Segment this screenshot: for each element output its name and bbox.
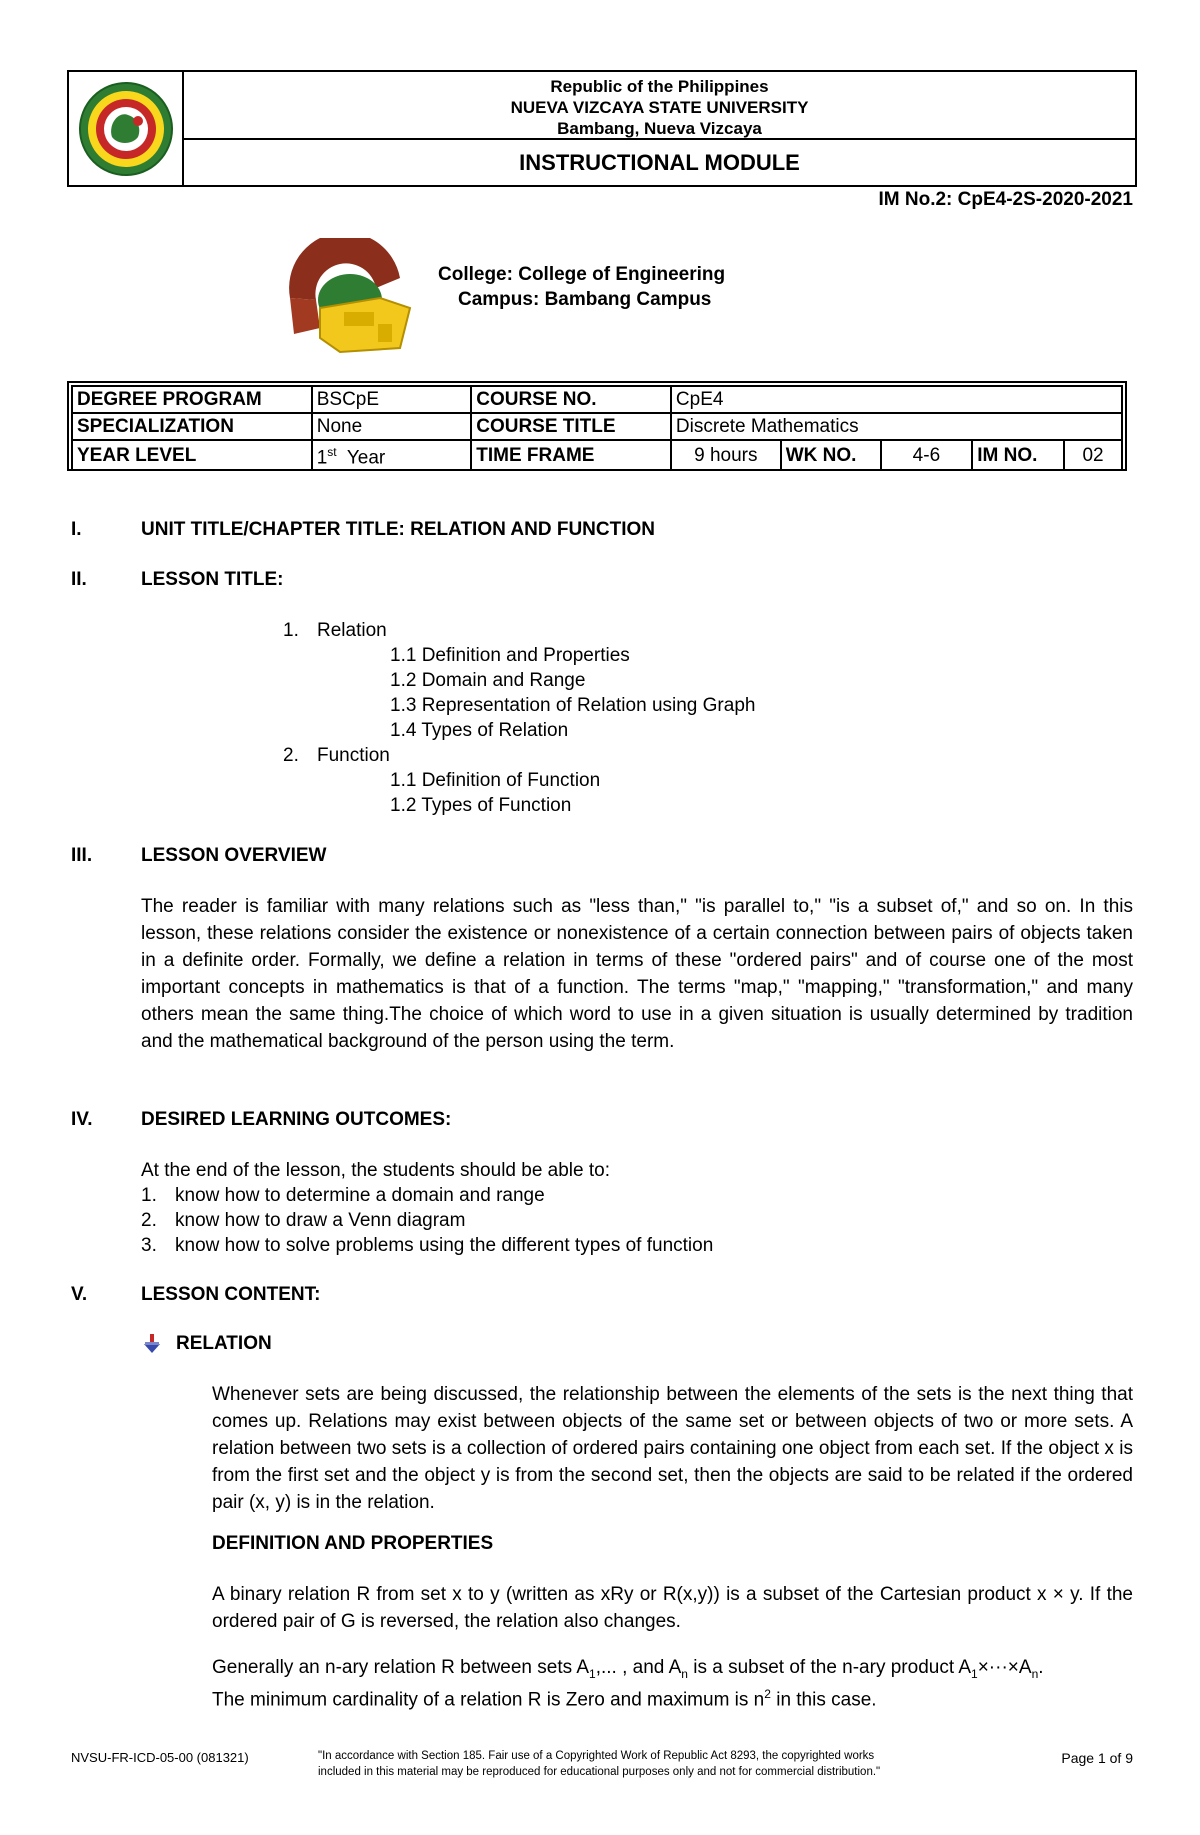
notice-line-1: "In accordance with Section 185. Fair use of a Copyrighted Work of Republic Act 8293, the copyrighted works [318,1750,875,1762]
course-title-value: Discrete Mathematics [671,413,1122,440]
document-header [67,70,1137,187]
lesson-subitem: 1.3 Representation of Relation using Graph [390,695,756,716]
lesson-item [283,745,390,767]
outcome-text: know how to draw a Venn diagram [175,1210,466,1231]
course-info-table [71,385,1123,471]
course-no-label: COURSE NO. [471,386,671,413]
nary-sub-n: n [681,1666,688,1681]
relation-heading: RELATION [176,1333,272,1354]
lesson-item [283,620,387,642]
degree-value: BSCpE [312,386,472,413]
definition-heading: DEFINITION AND PROPERTIES [212,1533,494,1554]
lesson-subitem: 1.2 Domain and Range [390,670,586,691]
course-no-value: CpE4 [671,386,1122,413]
course-title-label: COURSE TITLE [471,413,671,440]
section-4-title: DESIRED LEARNING OUTCOMES: [141,1109,452,1130]
lesson-subitem: 1.2 Types of Function [390,795,572,816]
card-text-b: in this case. [770,1689,877,1711]
college-info [438,262,725,312]
year-sup: st [327,445,337,459]
university-seal [69,72,184,185]
pin-arrow-icon [141,1332,163,1354]
relation-paragraph: Whenever sets are being discussed, the relationship between the elements of the sets is the next thing that comes up. Relations may exist between objects of the same set or between objects of two or more sets. A relation between two sets is a collection of ordered pairs containing one object from each set. If the object x is from the first set and the object y is from the second set, then the objects are said to be related if the ordered pair (x, y) is in the relation. [212,1384,1133,1513]
campus-line: Campus: Bambang Campus [458,289,712,310]
time-frame-value: 9 hours [671,440,781,470]
nary-sub-1: 1 [589,1666,596,1681]
republic-line: Republic of the Philippines [550,77,769,96]
nary-sub-n2: n [1031,1666,1039,1681]
degree-label: DEGREE PROGRAM [72,386,312,413]
nary-sub-2: 1 [971,1666,978,1681]
outcomes-intro: At the end of the lesson, the students should be able to: [141,1160,610,1181]
table-row [72,413,1122,440]
outcome-item [141,1235,713,1257]
section-3-title: LESSON OVERVIEW [141,845,327,866]
cardinality-line [212,1681,1133,1713]
form-code: NVSU-FR-ICD-05-00 (081321) [71,1750,249,1765]
table-row [72,440,1122,470]
section-2-number: II. [71,569,87,590]
nary-text-d: ×···×A [977,1657,1032,1678]
relation-bullet [141,1332,163,1359]
card-sup: 2 [764,1687,771,1701]
nary-text-e: . [1038,1657,1044,1678]
section-5-number: V. [71,1284,88,1305]
outcome-text: know how to solve problems using the different types of function [175,1235,714,1256]
section-2-title: LESSON TITLE: [141,569,284,590]
im-no-value: 02 [1064,440,1122,470]
specialization-value: None [312,413,472,440]
lesson-subitem: 1.4 Types of Relation [390,720,569,741]
outcome-number: 2. [141,1210,157,1231]
lesson-item-number: 2. [283,745,299,766]
lesson-subitem: 1.1 Definition and Properties [390,645,630,666]
lesson-item-text: Function [317,745,390,766]
nary-text-b: ,... , and A [595,1657,682,1678]
outcome-number: 3. [141,1235,157,1256]
outcome-item [141,1185,545,1207]
im-number: IM No.2: CpE4-2S-2020-2021 [878,189,1133,210]
section-1-number: I. [71,519,82,540]
outcome-item [141,1210,465,1232]
im-no-label: IM NO. [972,440,1064,470]
binary-relation-paragraph: A binary relation R from set x to y (written as xRy or R(x,y)) is a subset of the Cartesian product x × y. If the ordered pair of G is reversed, the relation also changes. [212,1584,1133,1632]
page-number: Page 1 of 9 [1061,1750,1133,1766]
university-name: NUEVA VIZCAYA STATE UNIVERSITY [510,98,809,117]
lesson-item-text: Relation [317,620,387,641]
card-text-a: The minimum cardinality of a relation R is Zero and maximum is n [212,1689,765,1711]
college-logo-icon [280,238,420,358]
lesson-item-number: 1. [283,620,299,641]
lesson-subitem: 1.1 Definition of Function [390,770,601,791]
header-institution [184,72,1135,140]
section-4-number: IV. [71,1109,93,1130]
nary-text-a: Generally an n-ary relation R between sets A [212,1657,590,1678]
university-seal-icon [78,81,174,177]
wk-no-value: 4-6 [881,440,973,470]
specialization-label: SPECIALIZATION [72,413,312,440]
copyright-notice [318,1748,880,1780]
table-row [72,386,1122,413]
section-5-title: LESSON CONTENT: [141,1284,321,1305]
year-level-label: YEAR LEVEL [72,440,312,470]
overview-paragraph: The reader is familiar with many relations such as "less than," "is parallel to," "is a subset of," and so on. In this lesson, these relations consider the existence or nonexistence of a certain connection between pairs of objects taken in a definite order. Formally, we define a relation in terms of these "ordered pairs" and of course one of the most important concepts in mathematics is that of a function. The terms "map," "mapping," "transformation," and many others mean the same thing.The choice of which word to use in a given situation is usually determined by tradition and the mathematical background of the person using the term. [141,896,1133,1052]
outcome-text: know how to determine a domain and range [175,1185,545,1206]
nary-text-c: is a subset of the n-ary product A [687,1657,972,1678]
year-num: 1 [316,447,328,469]
module-title: INSTRUCTIONAL MODULE [519,149,800,175]
college-line: College: College of Engineering [438,264,726,285]
year-word: Year [346,447,386,469]
time-frame-label: TIME FRAME [471,440,671,470]
wk-no-label: WK NO. [781,440,881,470]
year-level-value [312,440,472,470]
university-location: Bambang, Nueva Vizcaya [557,119,762,138]
outcome-number: 1. [141,1185,157,1206]
section-1-title: UNIT TITLE/CHAPTER TITLE: RELATION AND FUNCTION [141,519,656,540]
college-logo [280,238,420,363]
section-3-number: III. [71,845,93,866]
notice-line-2: included in this material may be reproduced for educational purposes only and not for commercial distribution." [318,1766,881,1778]
